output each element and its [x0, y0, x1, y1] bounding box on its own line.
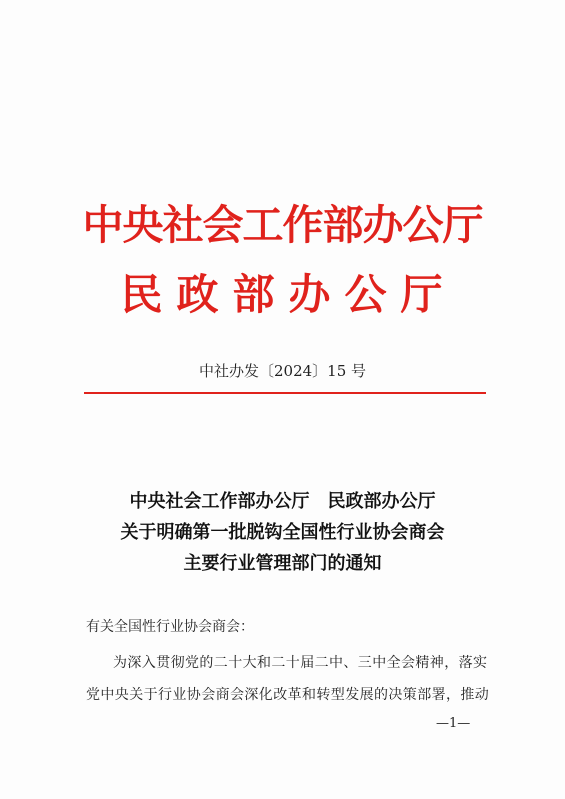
paragraph-line-1: 为深入贯彻党的二十大和二十届二中、三中全会精神，落实 — [113, 655, 488, 671]
title-line-3: 主要行业管理部门的通知 — [183, 553, 382, 574]
title-line-2: 关于明确第一批脱钩全国性行业协会商会 — [120, 522, 445, 543]
title-line-1: 中央社会工作部办公厅 民政部办公厅 — [129, 491, 436, 512]
page-number: —1— — [436, 716, 471, 731]
salutation: 有关全国性行业协会商会： — [86, 619, 254, 635]
red-divider-line — [84, 392, 486, 394]
issuer-line-2: 民政部办公厅 — [120, 270, 457, 319]
document-number: 中社办发〔2024〕15 号 — [198, 362, 367, 380]
paragraph-line-2: 党中央关于行业协会商会深化改革和转型发展的决策部署，推动 — [86, 687, 490, 703]
issuer-line-1: 中央社会工作部办公厅 — [82, 201, 483, 249]
